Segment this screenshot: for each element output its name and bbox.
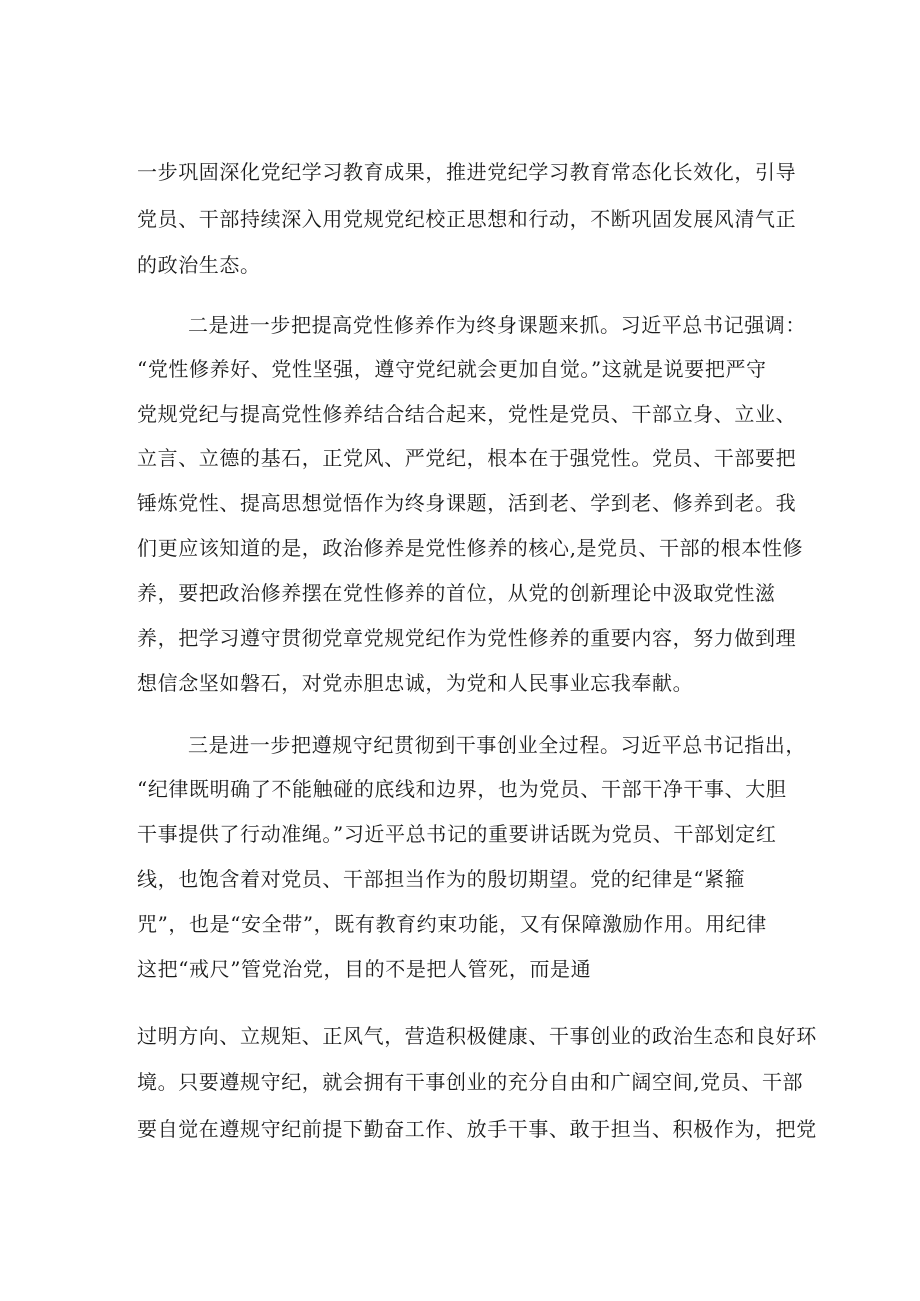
text-line: 境。只要遵规守纪，就会拥有干事创业的充分自由和广阔空间,党员、干部 [137, 1070, 804, 1094]
text-line: 立言、立德的基石，正党风、严党纪，根本在于强党性。党员、干部要把 [137, 446, 797, 470]
text-line: 咒”，也是“安全带”，既有教育约束功能，又有保障激励作用。用纪律 [137, 912, 767, 936]
text-line: 要自觉在遵规守纪前提下勤奋工作、放手干事、敢于担当、积极作为，把党 [137, 1117, 817, 1141]
text-line: 干事提供了行动准绳。”习近平总书记的重要讲话既为党员、干部划定红 [137, 822, 777, 846]
text-line: 党规党纪与提高党性修养结合结合起来，党性是党员、干部立身、立业、 [137, 402, 797, 426]
text-line: 党员、干部持续深入用党规党纪校正思想和行动，不断巩固发展风清气正 [137, 207, 797, 231]
text-line: 一步巩固深化党纪学习教育成果，推进党纪学习教育常态化长效化，引导 [137, 160, 797, 184]
text-line: 过明方向、立规矩、正风气，营造积极健康、干事创业的政治生态和良好环 [137, 1024, 817, 1048]
text-line: 二是进一步把提高党性修养作为终身课题来抓。习近平总书记强调： [188, 313, 806, 337]
text-line: 这把“戒尺”管党治党，目的不是把人管死，而是通 [137, 957, 592, 981]
text-line: 想信念坚如磐石，对党赤胆忠诚，为党和人民事业忘我奉献。 [137, 671, 694, 695]
text-line: 养，把学习遵守贯彻党章党规党纪作为党性修养的重要内容，努力做到理 [137, 626, 797, 650]
text-line: “纪律既明确了不能触碰的底线和边界，也为党员、干部干净干事、大胆 [137, 777, 787, 801]
text-line: 锤炼党性、提高思想觉悟作为终身课题，活到老、学到老、修养到老。我 [137, 491, 797, 515]
text-line: 的政治生态。 [137, 253, 261, 277]
text-line: 养，要把政治修养摆在党性修养的首位，从党的创新理论中汲取党性滋 [137, 581, 776, 605]
text-line: 三是进一步把遵规守纪贯彻到干事创业全过程。习近平总书记指出， [188, 733, 806, 757]
text-line: 们更应该知道的是，政治修养是党性修养的核心,是党员、干部的根本性修 [137, 536, 804, 560]
text-line: “党性修养好、党性坚强，遵守党纪就会更加自觉。”这就是说要把严守 [137, 357, 767, 381]
text-line: 线，也饱含着对党员、干部担当作为的殷切期望。党的纪律是“紧箍 [137, 867, 746, 891]
